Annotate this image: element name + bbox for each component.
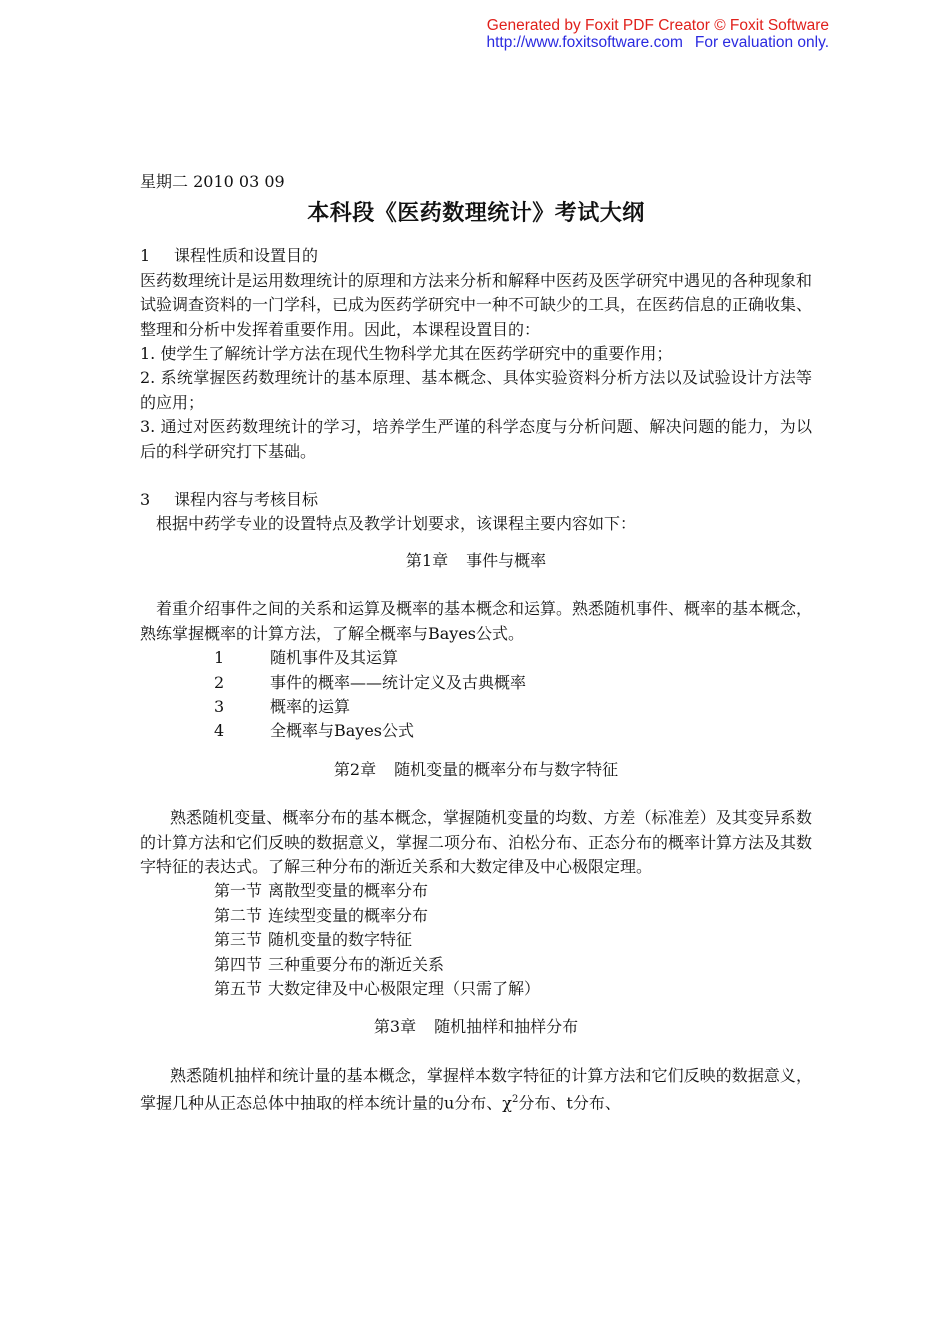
foxit-watermark <box>486 17 829 51</box>
item-number: 第二节 <box>214 905 263 925</box>
watermark-url-link[interactable]: http://www.foxitsoftware.com <box>486 34 683 51</box>
document-date: 星期二 2010 03 09 <box>140 172 285 191</box>
spacer <box>140 464 812 488</box>
chapter-3-description <box>140 1064 812 1116</box>
item-text: 三种重要分布的渐近关系 <box>268 954 445 974</box>
chapter-2-item <box>140 977 812 1001</box>
item-number: 第一节 <box>214 881 263 901</box>
watermark-note: For evaluation only. <box>694 34 829 51</box>
goal-item: 3. 通过对医药数理统计的学习，培养学生严谨的科学态度与分析问题、解决问题的能力，为以后的科学研究打下基础。 <box>140 417 812 461</box>
section-1-intro: 医药数理统计是运用数理统计的原理和方法来分析和解释中医药及医学研究中遇见的各种现象和试验调查资料的一门学科，已成为医药学研究中一种不可缺少的工具，在医药信息的正确收集、整理和分析中发挥着重要作用。因此，本课程设置目的： <box>140 270 813 339</box>
item-text: 大数定律及中心极限定理（只需了解） <box>268 978 541 998</box>
chapter-number: 第2章 <box>333 759 377 779</box>
spacer <box>140 537 812 549</box>
watermark-generator: Generated by Foxit PDF Creator © Foxit Software <box>486 17 829 34</box>
section-3-heading <box>140 488 812 512</box>
chapter-2-heading <box>140 758 812 782</box>
item-number: 4 <box>214 721 225 741</box>
chapter-title: 事件与概率 <box>466 550 547 570</box>
item-text: 全概率与Bayes公式 <box>270 721 415 741</box>
item-text: 离散型变量的概率分布 <box>268 881 429 901</box>
section-1-heading <box>140 244 812 268</box>
item-number: 2 <box>214 672 225 692</box>
section-title: 课程性质和设置目的 <box>174 246 319 266</box>
chapter-1-item <box>140 719 812 743</box>
item-text: 随机变量的数字特征 <box>268 930 413 950</box>
spacer <box>140 782 812 806</box>
watermark-url-line <box>486 34 829 51</box>
section-3-intro: 根据中药学专业的设置特点及教学计划要求，该课程主要内容如下： <box>156 514 637 534</box>
description-text: 熟悉随机抽样和统计量的基本概念，掌握样本数字特征的计算方法和它们反映的数据意义，掌握几种从正态总体中抽取的样本统计量的u分布、χ <box>140 1065 812 1113</box>
chapter-2-item <box>140 904 812 928</box>
chapter-title: 随机变量的概率分布与数字特征 <box>394 759 619 779</box>
description-text: 分布、t分布、 <box>518 1093 621 1113</box>
document-body <box>140 170 812 1116</box>
chapter-title: 随机抽样和抽样分布 <box>434 1017 579 1037</box>
section-title: 课程内容与考核目标 <box>174 490 319 510</box>
spacer <box>140 1040 812 1064</box>
section-number: 1 <box>140 246 151 266</box>
chapter-2-description: 熟悉随机变量、概率分布的基本概念，掌握随机变量的均数、方差（标准差）及其变异系数的计算方法和它们反映的数据意义，掌握二项分布、泊松分布、正态分布的概率计算方法及其数字特征的表达式。了解三种分布的渐近关系和大数定律及中心极限定理。 <box>140 808 813 876</box>
item-number: 3 <box>214 696 225 716</box>
item-number: 第三节 <box>214 930 263 950</box>
chapter-1-item <box>140 646 812 670</box>
section-number: 3 <box>140 490 151 510</box>
item-number: 第四节 <box>214 954 263 974</box>
chapter-2-item <box>140 953 812 977</box>
spacer <box>140 1001 812 1015</box>
chapter-number: 第1章 <box>405 550 449 570</box>
superscript: 2 <box>512 1094 519 1106</box>
item-text: 事件的概率——统计定义及古典概率 <box>270 672 527 692</box>
item-number: 第五节 <box>214 978 263 998</box>
chapter-1-heading <box>140 549 812 573</box>
chapter-1-item <box>140 695 812 719</box>
item-text: 连续型变量的概率分布 <box>268 905 429 925</box>
goal-item: 1. 使学生了解统计学方法在现代生物科学尤其在医药学研究中的重要作用； <box>140 344 673 364</box>
chapter-2-item <box>140 928 812 952</box>
goal-item: 2. 系统掌握医药数理统计的基本原理、基本概念、具体实验资料分析方法以及试验设计方法等的应用； <box>140 368 812 412</box>
chapter-2-item <box>140 879 812 903</box>
document-title: 本科段《医药数理统计》考试大纲 <box>307 200 645 227</box>
chapter-1-item <box>140 671 812 695</box>
item-text: 随机事件及其运算 <box>270 648 399 668</box>
chapter-3-heading <box>140 1015 812 1039</box>
item-number: 1 <box>214 648 225 668</box>
item-text: 概率的运算 <box>270 696 351 716</box>
chapter-number: 第3章 <box>373 1017 417 1037</box>
spacer <box>140 744 812 758</box>
spacer <box>140 573 812 597</box>
chapter-1-description: 着重介绍事件之间的关系和运算及概率的基本概念和运算。熟悉随机事件、概率的基本概念，熟练掌握概率的计算方法，了解全概率与Bayes公式。 <box>140 599 813 643</box>
